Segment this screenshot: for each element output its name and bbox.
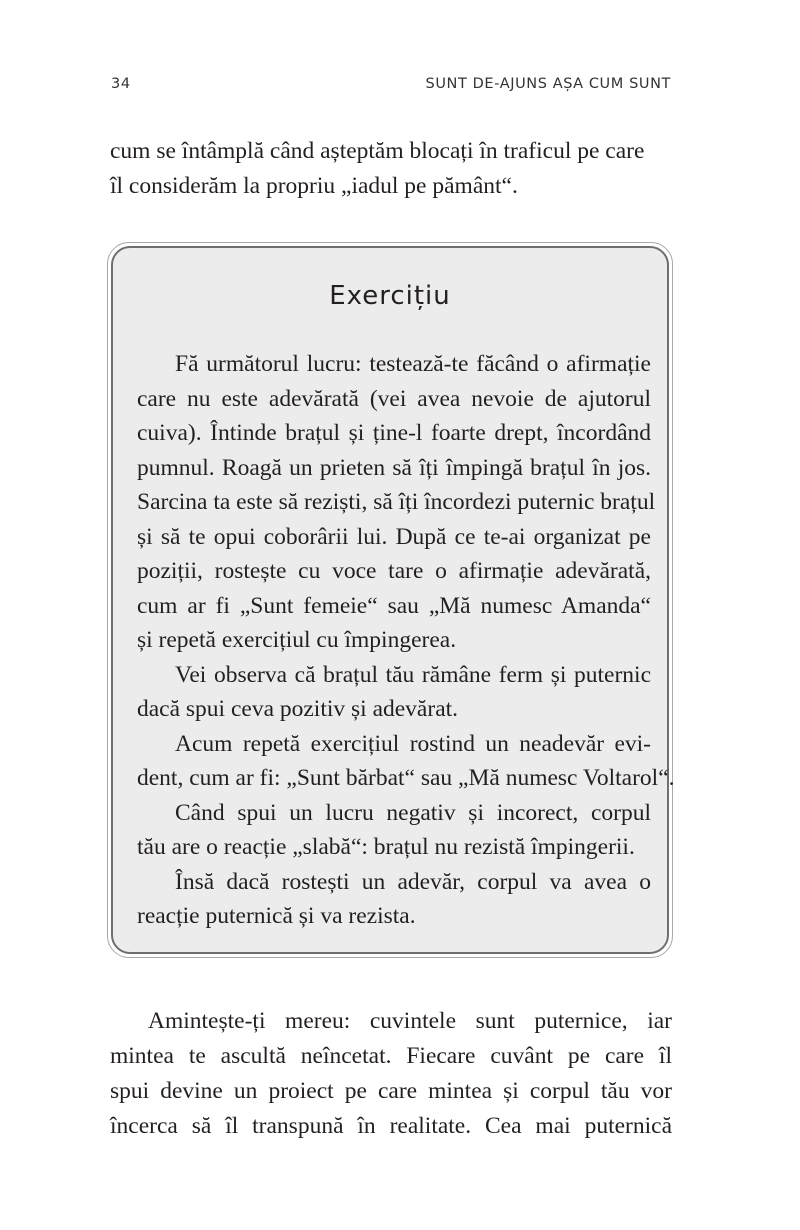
text-line: Fă următorul lucru: testează-te făcând o afirmație — [175, 351, 651, 377]
exercise-paragraph — [137, 347, 656, 658]
running-header — [111, 76, 671, 98]
text-line: spui devine un proiect pe care mintea și corpul tău vor — [110, 1078, 672, 1104]
exercise-body — [137, 347, 675, 934]
intro-paragraph — [110, 134, 672, 204]
text-line: Sarcina ta este să reziști, să îți încordezi puternic brațul — [137, 489, 656, 515]
text-line: și să te opui coborârii lui. După ce te-ai organizat pe — [137, 523, 651, 550]
exercise-box — [107, 242, 673, 958]
text-line: cuiva). Întinde brațul și ține-l foarte drept, încordând — [137, 420, 651, 446]
text-line: Acum repetă exercițiul rostind un neadevăr evi- — [175, 730, 651, 757]
text-line: dent, cum ar fi: „Sunt bărbat“ sau „Mă numesc Voltarol“. — [137, 765, 675, 791]
text-line: Însă dacă rostești un adevăr, corpul va avea o — [175, 868, 651, 895]
exercise-paragraph — [137, 796, 651, 865]
text-line: reacție puternică și va rezista. — [137, 903, 416, 929]
closing-paragraph — [110, 1004, 672, 1144]
text-line: Amintește-ți mereu: cuvintele sunt puternice, iar — [148, 1008, 672, 1034]
text-line: tău are o reacție „slabă“: brațul nu rezistă împingerii. — [137, 834, 635, 860]
exercise-paragraph — [137, 727, 675, 796]
text-line: cum ar fi „Sunt femeie“ sau „Mă numesc Amanda“ — [137, 592, 651, 619]
text-line: cum se întâmplă când așteptăm blocați în traficul pe care — [110, 138, 645, 164]
text-line: care nu este adevărată (vei avea nevoie de ajutorul — [137, 385, 651, 412]
text-line: îl considerăm la propriu „iadul pe pământ“. — [110, 173, 518, 199]
text-line: Când spui un lucru negativ și incorect, corpul — [175, 799, 651, 826]
text-line: Vei observa că brațul tău rămâne ferm și puternic — [175, 661, 651, 688]
exercise-paragraph — [137, 658, 651, 727]
exercise-heading: Exercițiu — [329, 281, 451, 311]
text-line: și repetă exercițiul cu împingerea. — [137, 627, 457, 653]
running-title: SUNT DE-AJUNS AȘA CUM SUNT — [425, 76, 671, 92]
exercise-box-inner — [111, 246, 675, 954]
page-number: 34 — [111, 76, 131, 92]
exercise-paragraph — [137, 865, 651, 934]
text-line: dacă spui ceva pozitiv și adevărat. — [137, 696, 459, 722]
text-line: poziții, rostește cu voce tare o afirmație adevărată, — [137, 558, 651, 584]
text-line: pumnul. Roagă un prieten să îți împingă brațul în jos. — [137, 454, 651, 481]
text-line: mintea te ascultă neîncetat. Fiecare cuvânt pe care îl — [110, 1043, 672, 1069]
text-line: încerca să îl transpună în realitate. Cea mai puternică — [110, 1113, 672, 1139]
